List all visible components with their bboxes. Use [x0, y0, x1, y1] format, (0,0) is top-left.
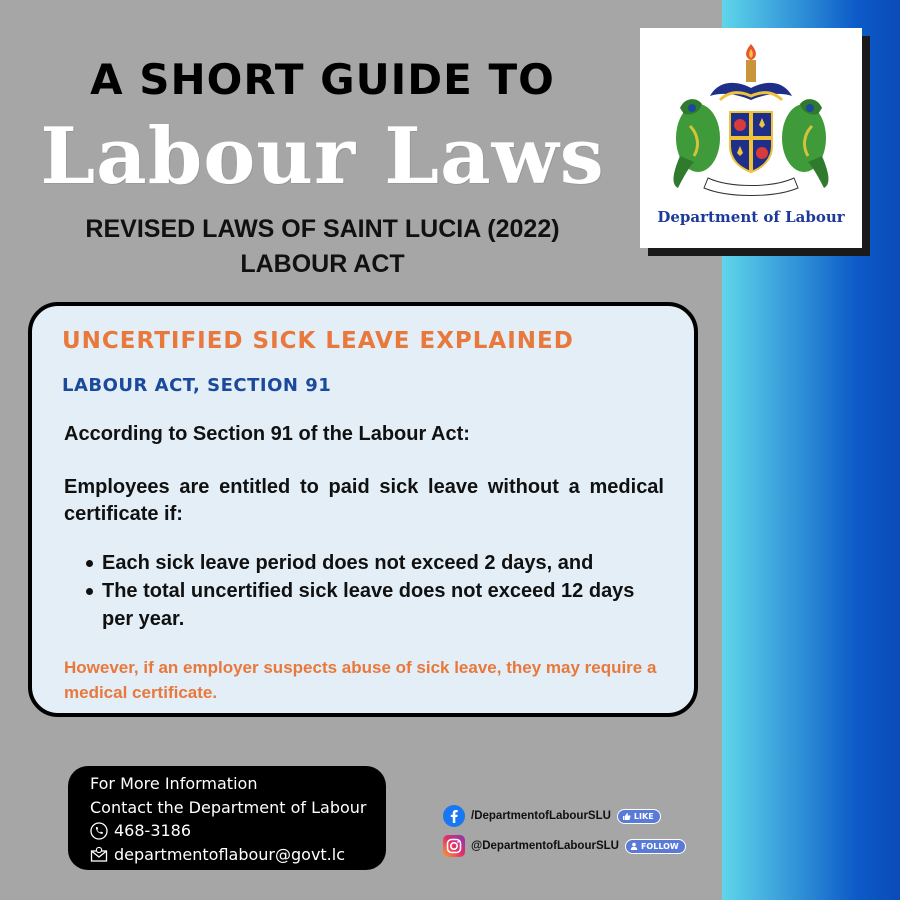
header-subtitle: [0, 212, 645, 282]
phone-icon: [90, 822, 108, 840]
section-heading: UNCERTIFIED SICK LEAVE EXPLAINED: [62, 328, 574, 354]
instagram-follow-button[interactable]: [625, 839, 686, 854]
list-item: Each sick leave period does not exceed 2 days, and: [86, 549, 666, 577]
facebook-like-button[interactable]: [617, 809, 661, 824]
conditions-list: [86, 549, 666, 633]
email-icon: [90, 846, 108, 862]
instagram-row[interactable]: [443, 835, 686, 857]
subtitle-line-1: REVISED LAWS OF SAINT LUCIA (2022): [85, 215, 560, 243]
page-title: Labour Laws: [40, 111, 605, 202]
person-icon: [630, 842, 638, 850]
email-address: departmentoflabour@govt.lc: [114, 844, 346, 864]
subtitle-line-2: LABOUR ACT: [240, 250, 405, 278]
coat-of-arms-icon: [650, 38, 852, 208]
department-logo-card: [640, 28, 862, 248]
like-label: LIKE: [633, 811, 654, 821]
entitlement-paragraph: Employees are entitled to paid sick leave without a medical certificate if:: [64, 476, 664, 525]
contact-line-2: Contact the Department of Labour: [90, 797, 367, 817]
logo-caption: Department of Labour: [657, 208, 845, 226]
warning-text: However, if an employer suspects abuse of sick leave, they may require a medical certificate.: [64, 658, 657, 702]
facebook-row[interactable]: [443, 805, 661, 827]
facebook-handle: /DepartmentofLabourSLU: [471, 810, 611, 822]
phone-row[interactable]: [90, 819, 386, 843]
content-card: [28, 302, 698, 717]
phone-number: 468-3186: [114, 821, 192, 840]
email-row[interactable]: [90, 843, 386, 867]
list-item: The total uncertified sick leave does not exceed 12 days per year.: [86, 577, 666, 633]
instagram-handle: @DepartmentofLabourSLU: [471, 840, 619, 852]
intro-text: According to Section 91 of the Labour Act:: [64, 423, 470, 445]
section-subheading: LABOUR ACT, SECTION 91: [62, 375, 332, 396]
follow-label: FOLLOW: [640, 841, 679, 851]
contact-line-1: For More Information: [90, 774, 258, 793]
instagram-icon: [443, 835, 465, 857]
facebook-icon: [443, 805, 465, 827]
thumbs-up-icon: [622, 812, 631, 821]
header-kicker: A SHORT GUIDE TO: [90, 55, 555, 104]
contact-info-box: [68, 766, 386, 870]
